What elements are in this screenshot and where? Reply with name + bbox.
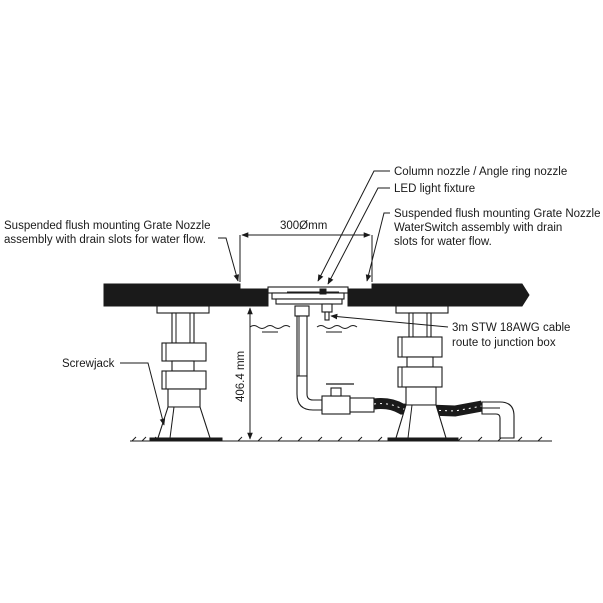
leader-grate-waterswitch (367, 213, 390, 281)
grate-left-label-line1: Suspended flush mounting Grate Nozzle (4, 220, 211, 232)
leader-led-fixture (328, 188, 390, 284)
diameter-label: 300Ømm (280, 220, 328, 232)
screwjack-label: Screwjack (62, 358, 115, 370)
cable-label-line1: 3m STW 18AWG cable (452, 322, 571, 334)
screwjack-left (150, 306, 222, 441)
leader-screwjack (120, 363, 164, 425)
leader-grate-left (218, 238, 238, 281)
grate-waterswitch-label-line1: Suspended flush mounting Grate Nozzle (394, 208, 601, 220)
screwjack-right (388, 306, 458, 441)
height-label: 406.4 mm (235, 350, 247, 402)
diameter-dimension (240, 235, 372, 282)
led-fixture-label: LED light fixture (394, 183, 476, 195)
cable-label-line2: route to junction box (452, 337, 556, 349)
grate-left-label-line2: assembly with drain slots for water flow. (4, 234, 206, 246)
drain-pipe (295, 306, 374, 414)
grate-waterswitch-label-line3: slots for water flow. (394, 236, 492, 248)
grate-waterswitch-label-line2: WaterSwitch assembly with drain (394, 222, 563, 234)
column-nozzle-label: Column nozzle / Angle ring nozzle (394, 166, 568, 178)
